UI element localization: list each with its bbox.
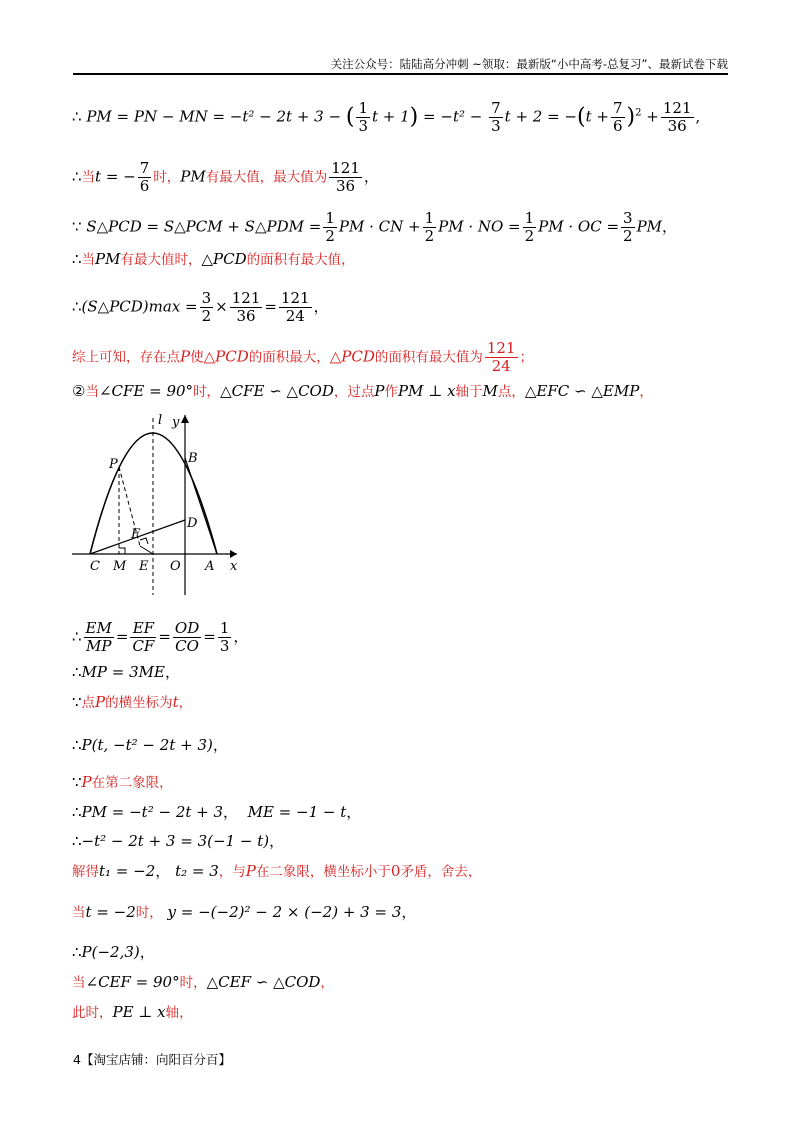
label-o: O	[170, 559, 181, 574]
label-c: C	[90, 559, 100, 574]
line-8: ∴ $\frac{EM}{MP}$ = $\frac{EF}{CF}$ = $\frac{OD}{CO}$ = $\frac{1}{3}$ ，	[72, 619, 249, 655]
y-axis-arrow	[181, 415, 189, 423]
line-17: ∴P(−2,3)，	[72, 943, 155, 961]
line-19: 此时，PE ⊥ x轴，	[72, 1003, 193, 1021]
line-13: ∴PM = −t² − 2t + 3， ME = −1 − t，	[72, 803, 362, 821]
page-header: 关注公众号：陆陆高分冲刺 ~领取：最新版“小中高考-总复习”、最新试卷下载	[330, 57, 728, 71]
label-l: l	[158, 413, 163, 428]
line-6: 综上可知，存在点P使△PCD的面积最大，△PCD的面积有最大值为 $\frac{121}{24}$ ；	[72, 339, 534, 375]
segment-ab	[185, 458, 217, 554]
x-axis-arrow	[230, 550, 237, 558]
line-15: 解得t₁ = −2， t₂ = 3，与P在二象限，横坐标小于0矛盾，舍去，	[72, 862, 482, 880]
line-18: 当∠CEF = 90°时，△CEF ∽ △COD，	[72, 973, 334, 991]
line-1: ∴ PM = PN − MN = −t² − 2t + 3 − ( $\frac{1}{3}$ t + 1) = −t² − $\frac{7}{3}$ t + 2 = −(t + $\frac{7}{6}$ )$^2$ + $\frac{121}{36}$ ,	[72, 99, 701, 135]
line-4: ∴当PM有最大值时，△PCD的面积有最大值，	[72, 250, 355, 268]
segment-fe	[140, 546, 153, 554]
label-m: M	[113, 559, 127, 574]
line-12: ∵P在第二象限，	[72, 773, 173, 791]
label-p: P	[109, 457, 118, 472]
label-e: E	[139, 559, 149, 574]
label-a: A	[205, 559, 215, 574]
fraction: $\frac{7}{6}$	[612, 99, 623, 135]
fraction: $\frac{121}{36}$	[662, 99, 692, 135]
line-14: ∴−t² − 2t + 3 = 3(−1 − t)，	[72, 832, 285, 850]
label-b: B	[188, 451, 198, 466]
right-angle-f	[140, 538, 148, 544]
line-10: ∵点P的横坐标为t，	[72, 693, 193, 711]
right-angle-m	[119, 548, 125, 554]
label-y: y	[172, 415, 180, 430]
label-x: x	[230, 559, 238, 574]
parabola	[90, 433, 217, 554]
line-7: ②当∠CFE = 90°时，△CFE ∽ △COD，过点P作PM ⊥ x轴于M点，△EFC ∽ △EMP，	[72, 382, 653, 400]
line-2: ∴当t = − $\frac{7}{6}$ 时，PM有最大值，最大值为 $\frac{121}{36}$ ，	[72, 159, 379, 195]
line-3: ∵ S△PCD = S△PCM + S△PDM = $\frac{1}{2}$ PM · CN + $\frac{1}{2}$ PM · NO = $\frac{1}{2}$ PM · OC = $\frac{3}{2}$ PM，	[72, 209, 678, 245]
geometry-diagram	[72, 410, 272, 595]
header-rule	[73, 73, 728, 75]
line-9: ∴MP = 3ME，	[72, 663, 180, 681]
page-footer: 4【淘宝店铺：向阳百分百】	[73, 1052, 231, 1067]
line-16: 当t = −2时， y = −(−2)² − 2 × (−2) + 3 = 3，	[72, 903, 417, 921]
line-11: ∴P(t, −t² − 2t + 3)，	[72, 736, 228, 754]
fraction: $\frac{1}{3}$	[358, 99, 368, 135]
line-5: ∴(S△PCD)max = $\frac{3}{2}$ × $\frac{121}{36}$ = $\frac{121}{24}$ ，	[72, 289, 329, 325]
label-d: D	[187, 516, 198, 531]
fraction: $\frac{7}{3}$	[491, 99, 501, 135]
label-f: F	[131, 527, 141, 542]
